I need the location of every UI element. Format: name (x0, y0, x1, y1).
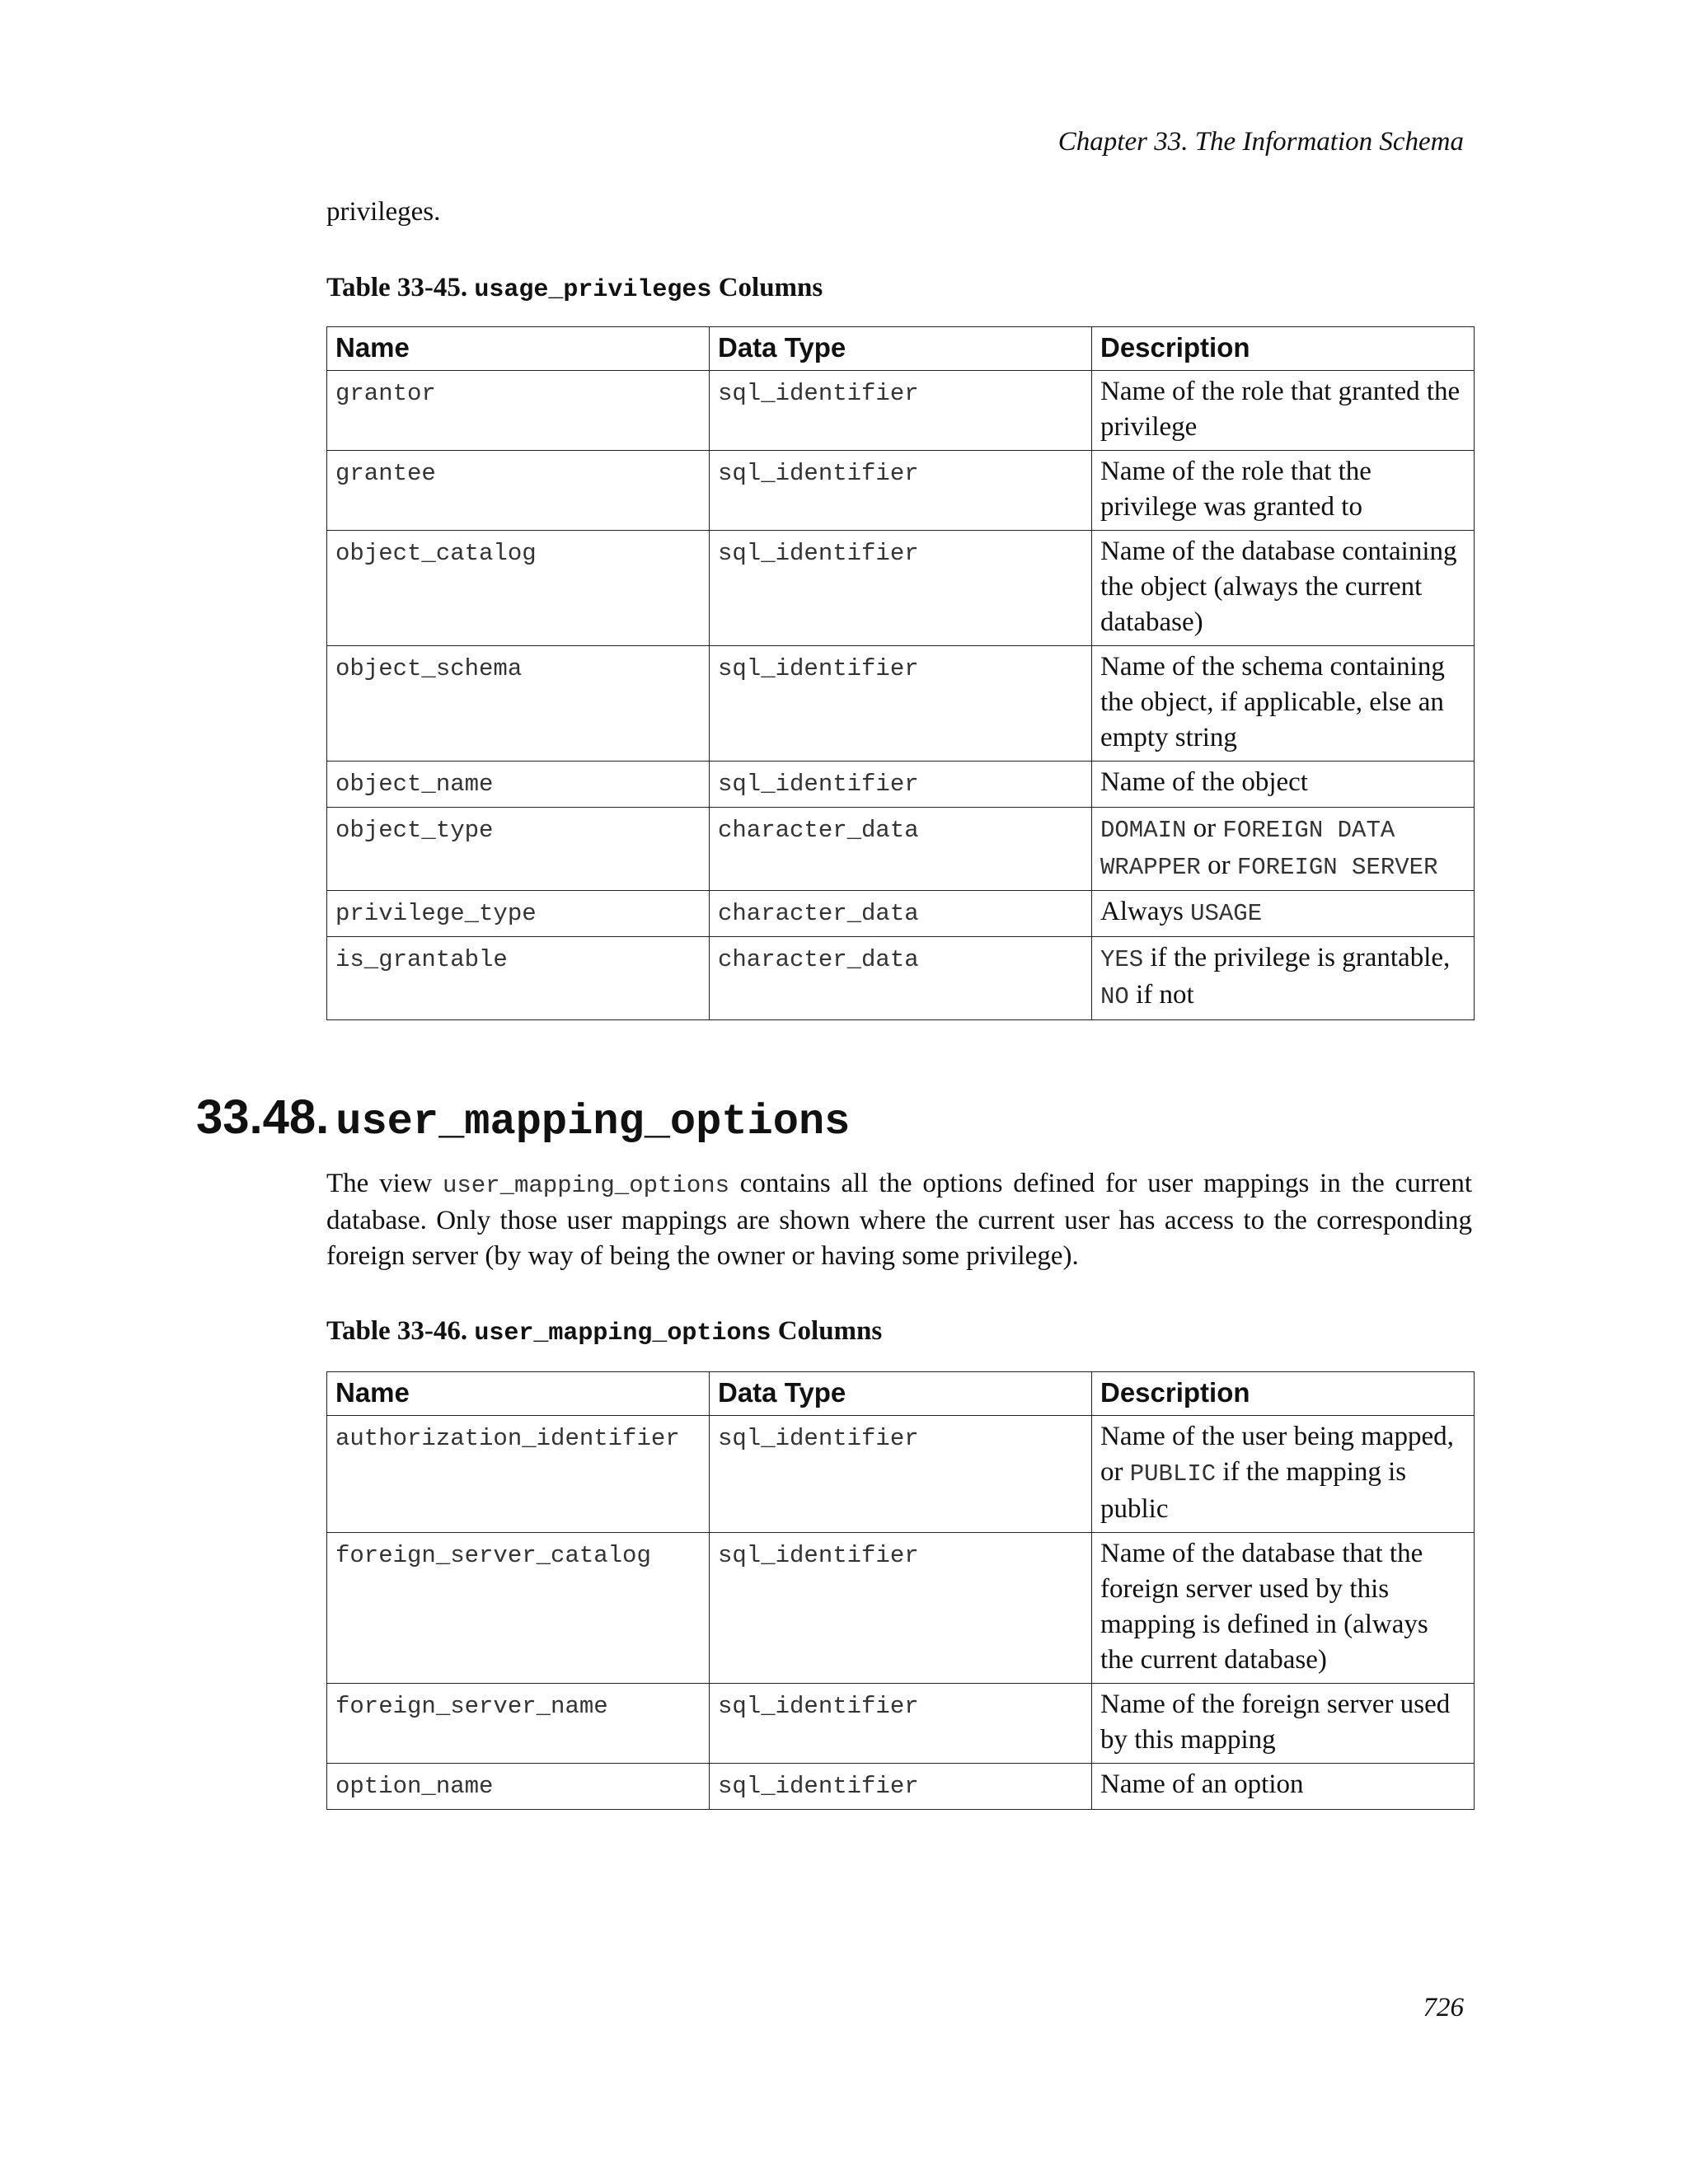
column-name: grantor (327, 371, 710, 451)
code-literal: YES (1100, 946, 1144, 973)
column-description (1092, 808, 1475, 891)
table-header-row (327, 327, 1475, 371)
column-description: Name of the schema containing the object, if applicable, else an empty string (1092, 646, 1475, 762)
column-name: authorization_identifier (327, 1416, 710, 1533)
column-description: Name of the role that granted the privilege (1092, 371, 1475, 451)
column-type: character_data (710, 808, 1092, 891)
column-type: sql_identifier (710, 1533, 1092, 1684)
table-row (327, 891, 1475, 937)
intro-fragment: privileges. (326, 197, 441, 227)
code-literal: USAGE (1190, 900, 1263, 927)
table-46-code: user_mapping_options (474, 1319, 771, 1347)
column-name: foreign_server_name (327, 1684, 710, 1764)
column-header-data-type: Data Type (710, 1372, 1092, 1416)
table-46-caption (326, 1314, 1472, 1352)
page-number: 726 (1423, 1993, 1464, 2022)
table-45-suffix: Columns (718, 273, 823, 302)
running-head: Chapter 33. The Information Schema (1057, 127, 1464, 157)
column-description: Name of the foreign server used by this mapping (1092, 1684, 1475, 1764)
section-name: user_mapping_options (335, 1098, 851, 1146)
column-header-data-type: Data Type (710, 327, 1092, 371)
table-45-label: Table 33-45. (326, 273, 468, 302)
column-type: sql_identifier (710, 1684, 1092, 1764)
column-type: sql_identifier (710, 371, 1092, 451)
code-literal: FOREIGN DATA WRAPPER (1100, 817, 1395, 881)
column-type: character_data (710, 891, 1092, 937)
column-description (1092, 891, 1475, 937)
table-row (327, 1416, 1475, 1533)
column-name: object_name (327, 762, 710, 808)
table-row (327, 1684, 1475, 1764)
code-literal: DOMAIN (1100, 817, 1187, 844)
column-description: Name of the role that the privilege was granted to (1092, 451, 1475, 531)
table-45-code: usage_privileges (474, 276, 712, 304)
table-46-suffix: Columns (777, 1316, 883, 1346)
column-name: grantee (327, 451, 710, 531)
table-row (327, 808, 1475, 891)
table-45-caption (326, 270, 1472, 308)
column-type: sql_identifier (710, 1764, 1092, 1810)
column-description: Name of the object (1092, 762, 1475, 808)
description-text: if the privilege is grantable, (1143, 943, 1451, 972)
section-paragraph (326, 1166, 1472, 1274)
section-heading (196, 1090, 850, 1146)
column-name: option_name (327, 1764, 710, 1810)
column-type: sql_identifier (710, 531, 1092, 646)
table-46 (326, 1371, 1475, 1810)
column-name: is_grantable (327, 937, 710, 1020)
description-text: or (1186, 813, 1223, 843)
column-description (1092, 1416, 1475, 1533)
column-name: object_schema (327, 646, 710, 762)
description-text: if the mapping is public (1100, 1457, 1407, 1524)
column-description: Name of an option (1092, 1764, 1475, 1810)
column-type: sql_identifier (710, 762, 1092, 808)
column-description: Name of the database that the foreign server used by this mapping is defined in (always the current database) (1092, 1533, 1475, 1684)
column-name: object_catalog (327, 531, 710, 646)
table-row (327, 937, 1475, 1020)
column-type: sql_identifier (710, 646, 1092, 762)
code-literal: PUBLIC (1129, 1460, 1217, 1488)
description-text: if not (1128, 980, 1194, 1010)
column-type: sql_identifier (710, 451, 1092, 531)
table-46-label: Table 33-46. (326, 1316, 468, 1346)
code-literal: user_mapping_options (442, 1172, 730, 1199)
table-row (327, 1764, 1475, 1810)
code-literal: NO (1100, 983, 1129, 1010)
column-header-name: Name (327, 1372, 710, 1416)
description-text: Always (1100, 897, 1191, 926)
table-row (327, 451, 1475, 531)
paragraph-text: The view (326, 1169, 443, 1198)
description-text: or (1200, 851, 1237, 880)
table-45 (326, 326, 1475, 1020)
section-number: 33.48. (196, 1090, 330, 1144)
table-row (327, 531, 1475, 646)
column-description: Name of the database containing the object (always the current database) (1092, 531, 1475, 646)
code-literal: FOREIGN SERVER (1236, 854, 1438, 881)
column-name: object_type (327, 808, 710, 891)
column-type: character_data (710, 937, 1092, 1020)
table-row (327, 762, 1475, 808)
table-row (327, 371, 1475, 451)
table-row (327, 646, 1475, 762)
table-row (327, 1533, 1475, 1684)
column-header-name: Name (327, 327, 710, 371)
description-text: Name of the user being mapped, or (1100, 1422, 1454, 1487)
column-header-description: Description (1092, 327, 1475, 371)
column-name: foreign_server_catalog (327, 1533, 710, 1684)
column-header-description: Description (1092, 1372, 1475, 1416)
column-description (1092, 937, 1475, 1020)
paragraph-text: contains all the options defined for user mappings in the current database. Only those user mappings are shown where the current user has access to the corresponding foreign server (by way of being the owner or having some privilege). (326, 1169, 1472, 1271)
column-name: privilege_type (327, 891, 710, 937)
column-type: sql_identifier (710, 1416, 1092, 1533)
table-header-row (327, 1372, 1475, 1416)
